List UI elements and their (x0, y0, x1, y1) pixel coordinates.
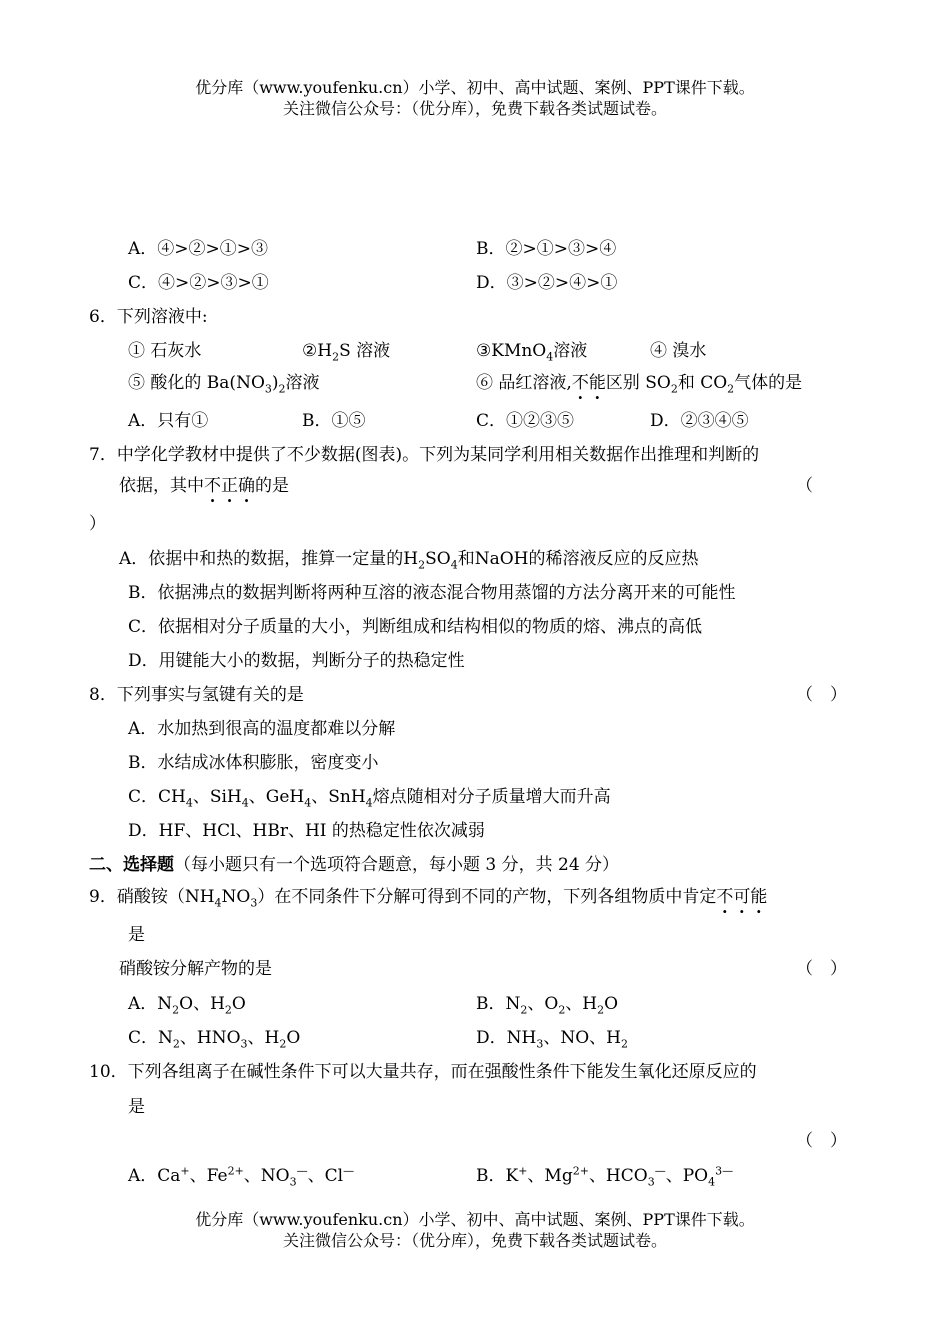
q6-option-d: D．②③④⑤ (650, 411, 749, 431)
q6-solution-4: ④ 溴水 (650, 341, 707, 361)
q7-answer-paren-open: （ (796, 476, 813, 496)
q6-solution-1: ① 石灰水 (128, 341, 202, 361)
q7-option-a: A．依据中和热的数据，推算一定量的$H_2SO_4$和NaOH的稀溶液反应的反应热 (119, 549, 699, 572)
q9-stem-line-1: 9．硝酸铵$(NH_4NO_3)$在不同条件下分解可得到不同的产物，下列各组物质中肯定不可能 (89, 887, 768, 910)
q7-option-b: B．依据沸点的数据判断将两种互溶的液态混合物用蒸馏的方法分离开来的可能性 (128, 583, 736, 603)
q5-option-c: C．④>②>③>① (128, 273, 269, 293)
q8-stem: 8．下列事实与氢键有关的是 (89, 685, 304, 705)
q10-stem-line-2: 是 (128, 1097, 145, 1117)
q9-stem-line-3: 硝酸铵分解产物的是 (119, 959, 272, 979)
q10-option-b: B．K+、$Mg^{2+}$、$HCO_3^—$、$PO_4^{3—}$ (476, 1164, 734, 1189)
q9-option-d: D．$NH_3$、NO、$H_2$ (476, 1028, 628, 1051)
q9-answer-paren: （ ） (796, 959, 847, 979)
footer-line-1: 优分库（www.youfenku.cn）小学、初中、高中试题、案例、PPT课件下载。 (195, 1210, 755, 1229)
q8-option-a: A．水加热到很高的温度都难以分解 (128, 719, 396, 739)
q8-option-b: B．水结成冰体积膨胀，密度变小 (128, 753, 379, 773)
q9-stem-line-2: 是 (128, 925, 145, 945)
q5-option-a: A．④>②>①>③ (128, 239, 269, 259)
q5-option-b: B．②>①>③>④ (476, 239, 617, 259)
q10-option-a: A．Ca+、$Fe^{2+}$、$NO_3^—$、Cl— (128, 1164, 355, 1189)
section-2-heading: 二、选择题（每小题只有一个选项符合题意，每小题 3 分，共 24 分） (89, 855, 620, 875)
q6-option-b: B．①⑤ (302, 411, 366, 431)
q6-stem: 6．下列溶液中: (89, 307, 208, 327)
q7-option-c: C．依据相对分子质量的大小，判断组成和结构相似的物质的熔、沸点的高低 (128, 617, 703, 637)
q10-answer-paren: （ ） (796, 1131, 847, 1151)
header-line-2: 关注微信公众号：（优分库），免费下载各类试题试卷。 (282, 99, 667, 118)
q6-option-c: C．①②③⑤ (476, 411, 575, 431)
q8-option-c: C．$CH_4$、SiH$_4$、GeH$_4$、SnH$_4$熔点随相对分子质量增大而升高 (128, 787, 611, 810)
q9-option-a: A．$N_2O$、$H_2O$ (128, 994, 246, 1017)
q9-option-b: B．$N_2$、$O_2$、$H_2O$ (476, 994, 619, 1017)
q7-option-d: D．用键能大小的数据，判断分子的热稳定性 (128, 651, 465, 671)
q5-option-d: D．③>②>④>① (476, 273, 618, 293)
q7-stem-line-2: 依据，其中不正确的是 (119, 476, 289, 496)
header-line-1: 优分库（www.youfenku.cn）小学、初中、高中试题、案例、PPT课件下载。 (195, 78, 755, 97)
q6-solution-6: ⑥ 品红溶液,不能区别 $SO_2$和 $CO_2$气体的是 (476, 373, 803, 396)
q6-option-a: A．只有① (128, 411, 209, 431)
q8-answer-paren: （ ） (796, 685, 847, 705)
q6-solution-5: ⑤ 酸化的 $Ba(NO_3)_2$溶液 (128, 373, 320, 396)
q8-option-d: D．HF、HCl、HBr、HI 的热稳定性依次减弱 (128, 821, 485, 841)
q10-stem-line-1: 10．下列各组离子在碱性条件下可以大量共存，而在强酸性条件下能发生氧化还原反应的 (89, 1062, 757, 1082)
footer-line-2: 关注微信公众号：（优分库），免费下载各类试题试卷。 (282, 1231, 667, 1250)
q7-stem-line-1: 7．中学化学教材中提供了不少数据(图表)。下列为某同学利用相关数据作出推理和判断的 (89, 445, 760, 465)
q6-solution-2: $②H_2S$ 溶液 (302, 341, 391, 364)
q6-solution-3: ③KMnO$_4$溶液 (476, 341, 588, 364)
q9-option-c: C．$N_2$、$HNO_3$、$H_2O$ (128, 1028, 301, 1051)
q7-answer-paren-close: ） (89, 514, 106, 534)
